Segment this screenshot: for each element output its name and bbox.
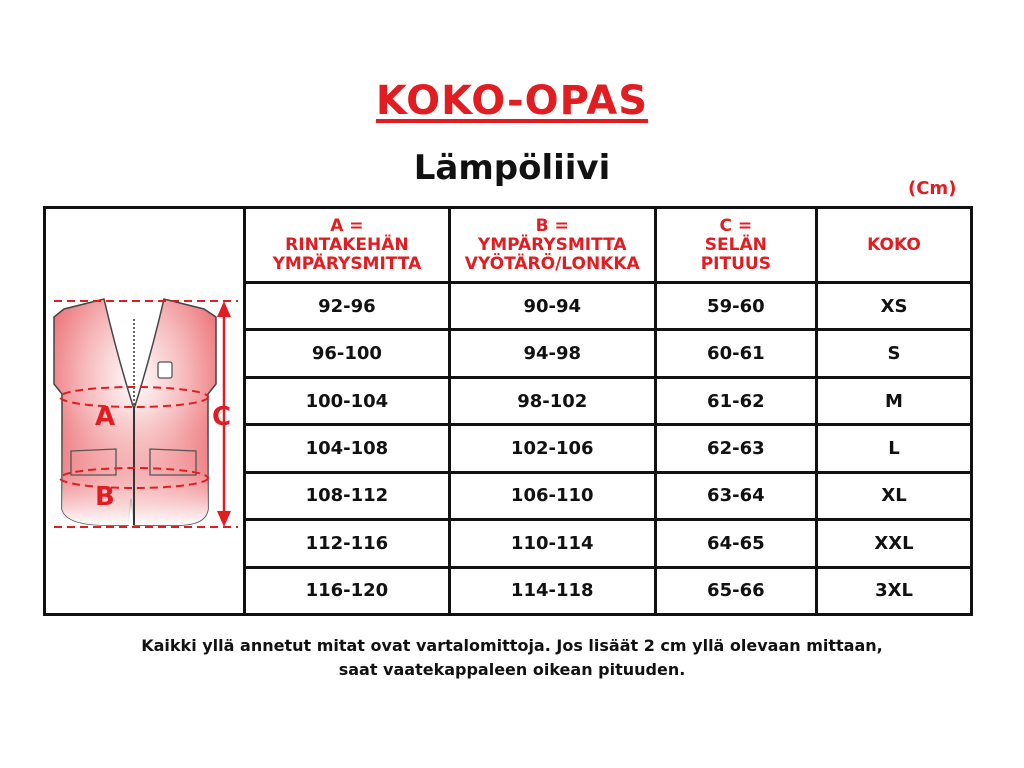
label-c: C [212, 402, 232, 432]
cell-length: 61-62 [655, 377, 816, 424]
cell-size: L [817, 425, 972, 472]
size-table [243, 206, 973, 616]
cell-waist: 94-98 [449, 330, 655, 377]
footer-line-2: saat vaatekappaleen oikean pituuden. [338, 660, 686, 679]
header-chest: A = RINTAKEHÄN YMPÄRYSMITTA [245, 208, 450, 283]
cell-waist: 114-118 [449, 567, 655, 614]
cell-waist: 102-106 [449, 425, 655, 472]
table-row [245, 377, 972, 424]
unit-label: (Cm) [908, 178, 957, 199]
cell-length: 59-60 [655, 283, 816, 330]
footer-note [0, 634, 1024, 682]
cell-chest: 92-96 [245, 283, 450, 330]
cell-chest: 112-116 [245, 520, 450, 567]
table-row [245, 425, 972, 472]
cell-size: 3XL [817, 567, 972, 614]
vest-icon [46, 209, 243, 613]
cell-length: 60-61 [655, 330, 816, 377]
header-back-length: C = SELÄN PITUUS [655, 208, 816, 283]
cell-chest: 100-104 [245, 377, 450, 424]
cell-length: 63-64 [655, 472, 816, 519]
vest-diagram [46, 209, 243, 613]
table-header-row [245, 208, 972, 283]
table-row [245, 330, 972, 377]
cell-length: 62-63 [655, 425, 816, 472]
cell-size: M [817, 377, 972, 424]
label-b: B [95, 482, 115, 512]
table-row [245, 520, 972, 567]
cell-size: XS [817, 283, 972, 330]
cell-chest: 104-108 [245, 425, 450, 472]
cell-waist: 90-94 [449, 283, 655, 330]
table-row [245, 472, 972, 519]
cell-length: 65-66 [655, 567, 816, 614]
cell-waist: 98-102 [449, 377, 655, 424]
cell-chest: 116-120 [245, 567, 450, 614]
cell-chest: 108-112 [245, 472, 450, 519]
footer-line-1: Kaikki yllä annetut mitat ovat vartalomittoja. Jos lisäät 2 cm yllä olevaan mittaan, [141, 636, 883, 655]
cell-chest: 96-100 [245, 330, 450, 377]
page-title: KOKO-OPAS [375, 78, 649, 124]
table-row [245, 283, 972, 330]
product-subtitle: Lämpöliivi [413, 148, 611, 188]
cell-size: XXL [817, 520, 972, 567]
header-size: KOKO [817, 208, 972, 283]
table-row [245, 567, 972, 614]
label-a: A [95, 402, 116, 432]
cell-waist: 106-110 [449, 472, 655, 519]
header-waist-hip: B = YMPÄRYSMITTA VYÖTÄRÖ/LONKKA [449, 208, 655, 283]
cell-waist: 110-114 [449, 520, 655, 567]
cell-length: 64-65 [655, 520, 816, 567]
cell-size: S [817, 330, 972, 377]
cell-size: XL [817, 472, 972, 519]
